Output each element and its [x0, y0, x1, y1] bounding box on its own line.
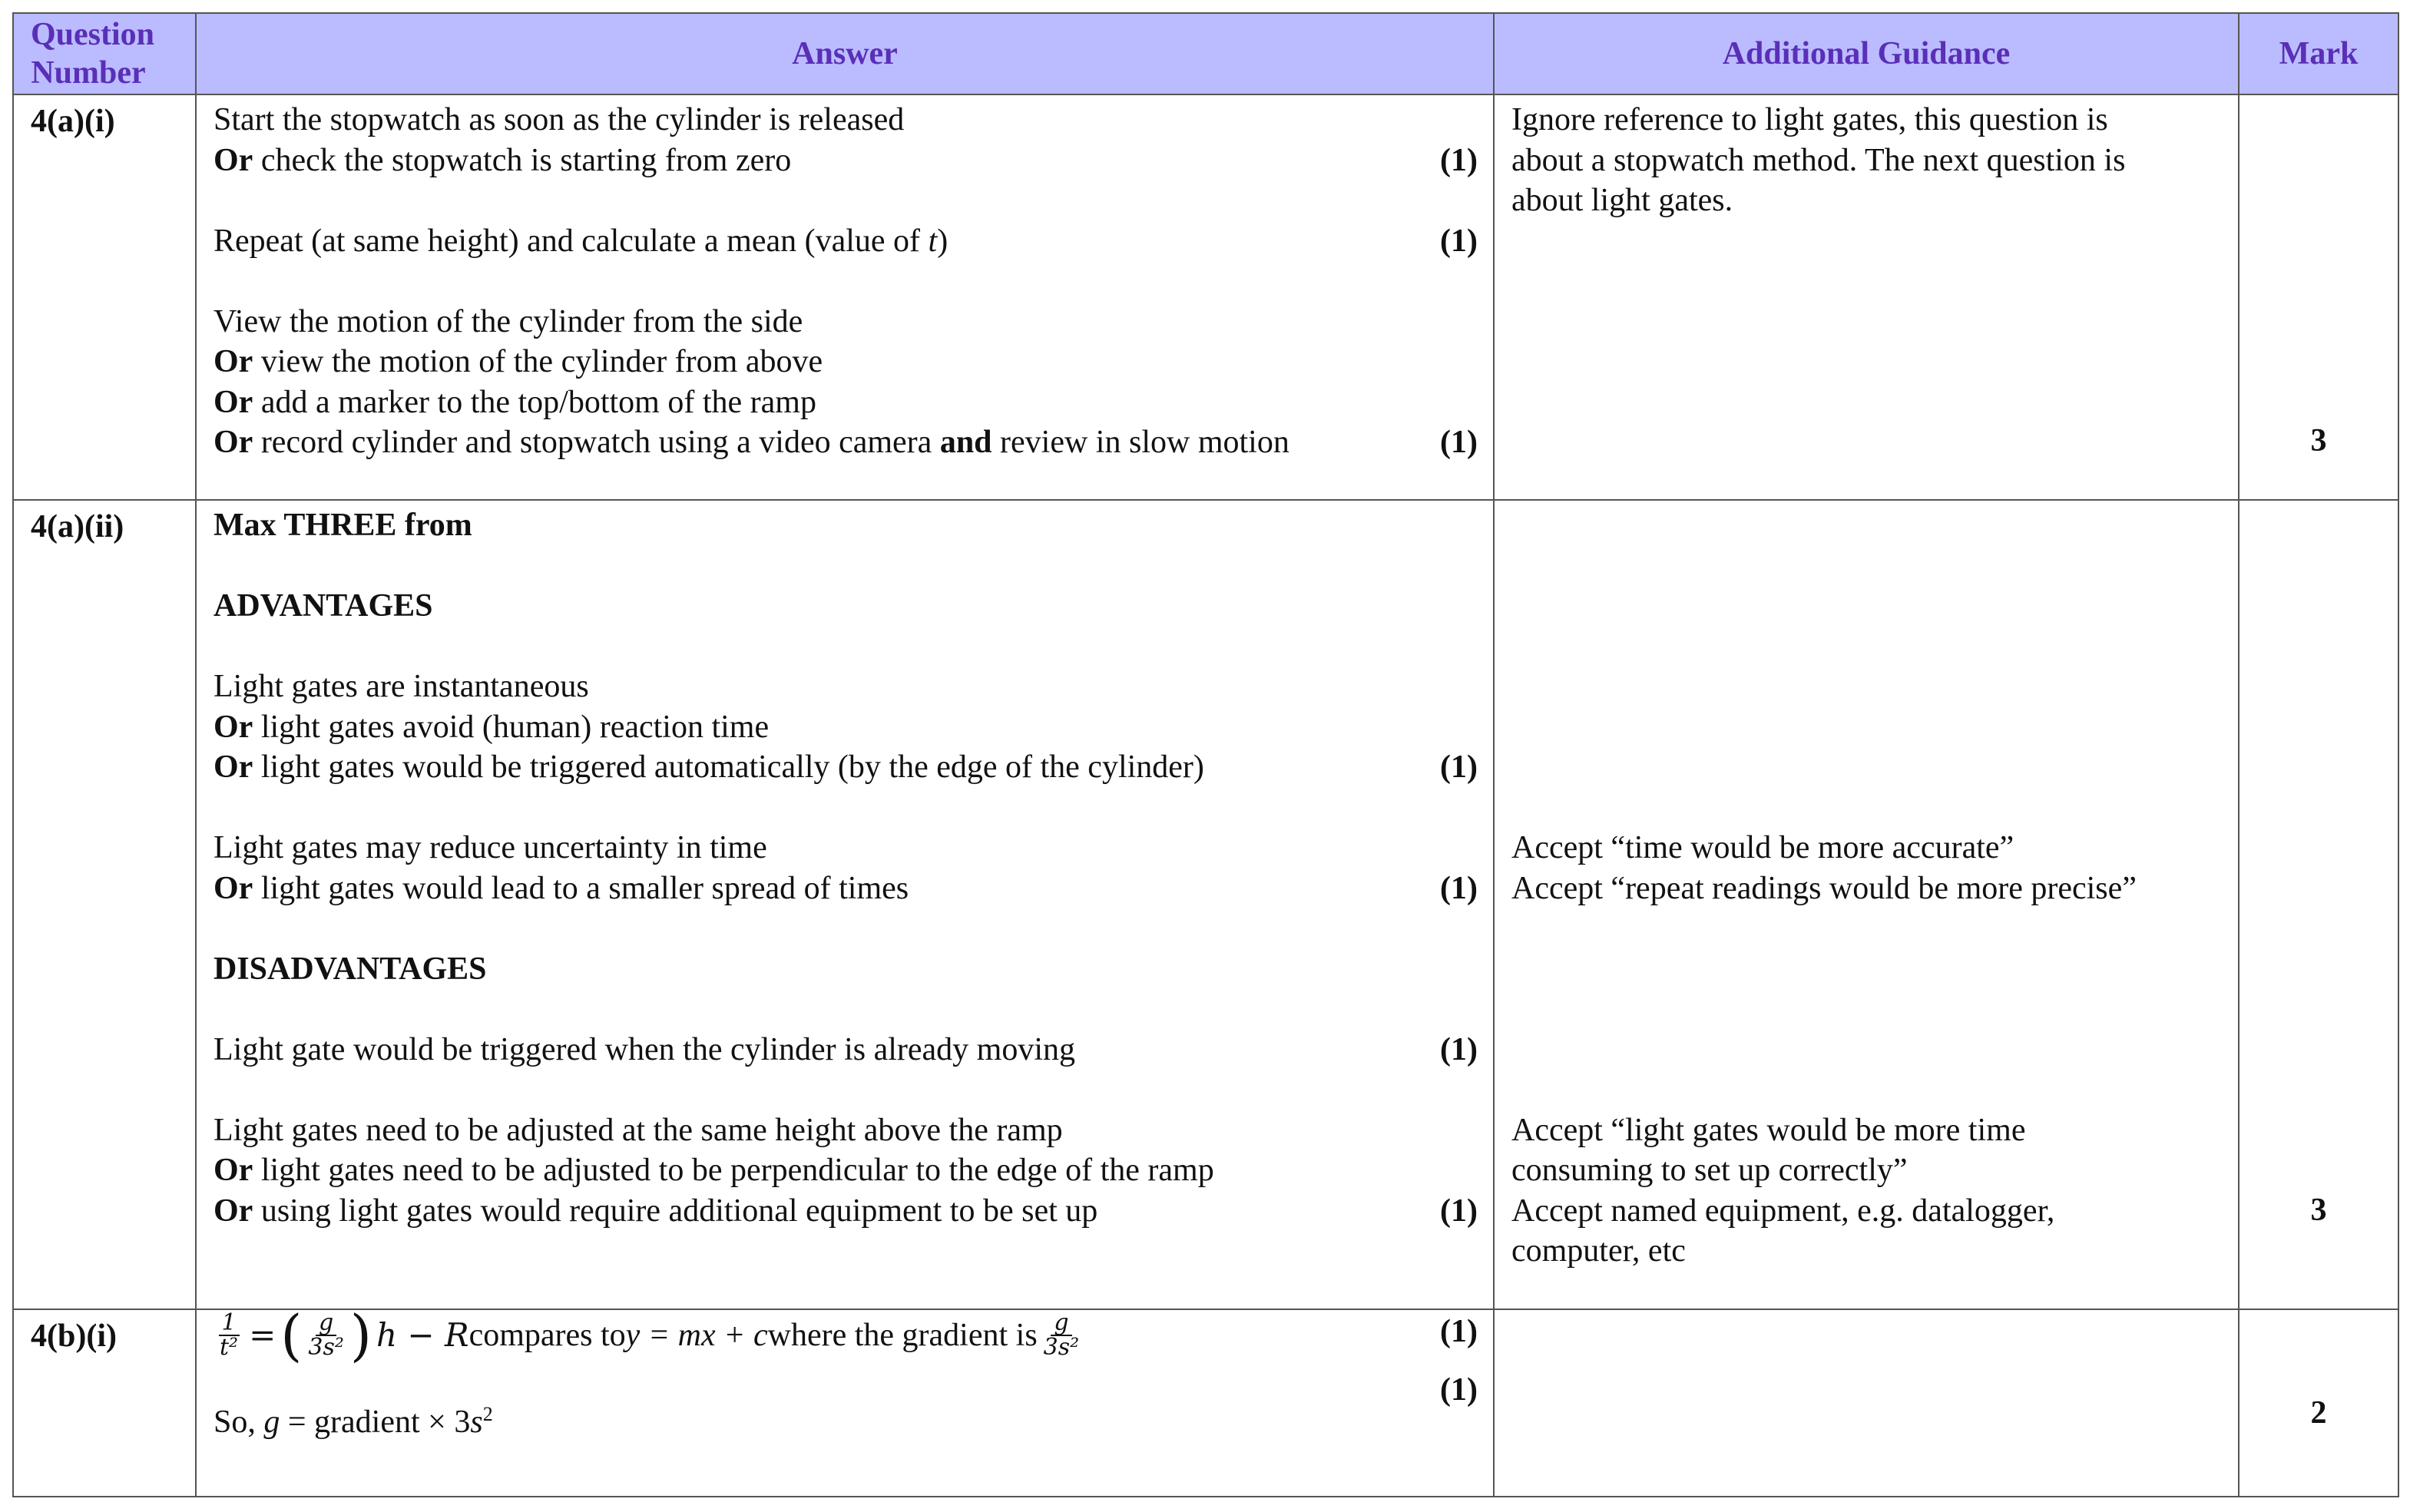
mark-scheme-table	[12, 12, 2399, 1497]
mark-token: (1)	[1440, 870, 1478, 906]
header-additional-guidance: Additional Guidance	[1494, 13, 2239, 94]
fraction: $\frac{g}{\text{3s²}}$	[1043, 1309, 1080, 1361]
header-question-number: Question Number	[13, 13, 196, 94]
mark-token: (1)	[1440, 425, 1478, 460]
question-number: 4(a)(i)	[31, 104, 115, 139]
question-number: 4(b)(i)	[31, 1318, 117, 1354]
mark-token: (1)	[1440, 1193, 1478, 1229]
question-number: 4(a)(ii)	[31, 509, 124, 544]
mark-token: (1)	[1440, 749, 1478, 785]
table-row	[13, 500, 2398, 1309]
mark-token: (1)	[1440, 142, 1478, 178]
header-mark: Mark	[2239, 13, 2398, 94]
guidance-cell	[1495, 1310, 2238, 1315]
header-answer: Answer	[196, 13, 1494, 94]
answer-cell: Start the stopwatch as soon as the cylinder is released Or check the stopwatch is starting from zero (1) Repeat (at same height) and calculate a mean (value of t) (1) View the motion of the cylinder from the side Or view the motion of the cylinder from above Or add a marker to the top/bottom of the ramp Or record cylinder and stopwatch using a video camera and review in slow motion (1)	[197, 95, 1493, 463]
fraction: $\frac{g}{\text{3s²}}$	[308, 1309, 344, 1361]
answer-line: Start the stopwatch as soon as the cylinder is released	[214, 102, 905, 137]
mark-token: (1)	[1440, 1031, 1478, 1067]
answer-cell: Max THREE from ADVANTAGES Light gates are instantaneous Or light gates avoid (human) reaction time Or light gates would be triggered automatically (by the edge of the cylinder) (1) Light gates may reduce uncertainty in time Or light gates would lead to a smaller spread of times (1) DISADVANTAGES Light gate would be triggered when the cylinder is already moving (1) Light gates need to be adjusted at the same height above the ramp Or light gates need to be adjusted to be perpendicular to the edge of the ramp Or using light gates would require additional equipment to be set up (1)	[197, 501, 1493, 1231]
mark-cell: 3	[2239, 94, 2398, 500]
mark-token: (1)	[1440, 223, 1478, 259]
guidance-cell: Ignore reference to light gates, this question is about a stopwatch method. The next question is about light gates.	[1511, 102, 2126, 218]
mark-token: (1)	[1440, 1314, 1478, 1349]
guidance-cell: Accept “time would be more accurate” Accept “repeat readings would be more precise” Accept “light gates would be more time consuming to set up correctly” Accept named equipment, e.g. datalogger, computer, etc	[1511, 830, 2137, 1269]
table-row	[13, 1309, 2398, 1497]
mark-token: (1)	[1440, 1372, 1478, 1408]
answer-cell: $\frac{1}{\text{t²}}$ = ( $\frac{g}{\text{3s²}}$ ) h − R compares to y = mx + c where the gradient is $\frac{g}{\text{3s²}}$ (1) (1) So, g = gradient × $3s^2$	[214, 1303, 1478, 1440]
header-row	[13, 13, 2398, 94]
fraction: $\frac{1}{\text{t²}}$	[220, 1309, 239, 1361]
mark-cell: 3	[2239, 500, 2398, 1309]
mark-cell: 2	[2239, 1309, 2398, 1497]
table-row	[13, 94, 2398, 500]
